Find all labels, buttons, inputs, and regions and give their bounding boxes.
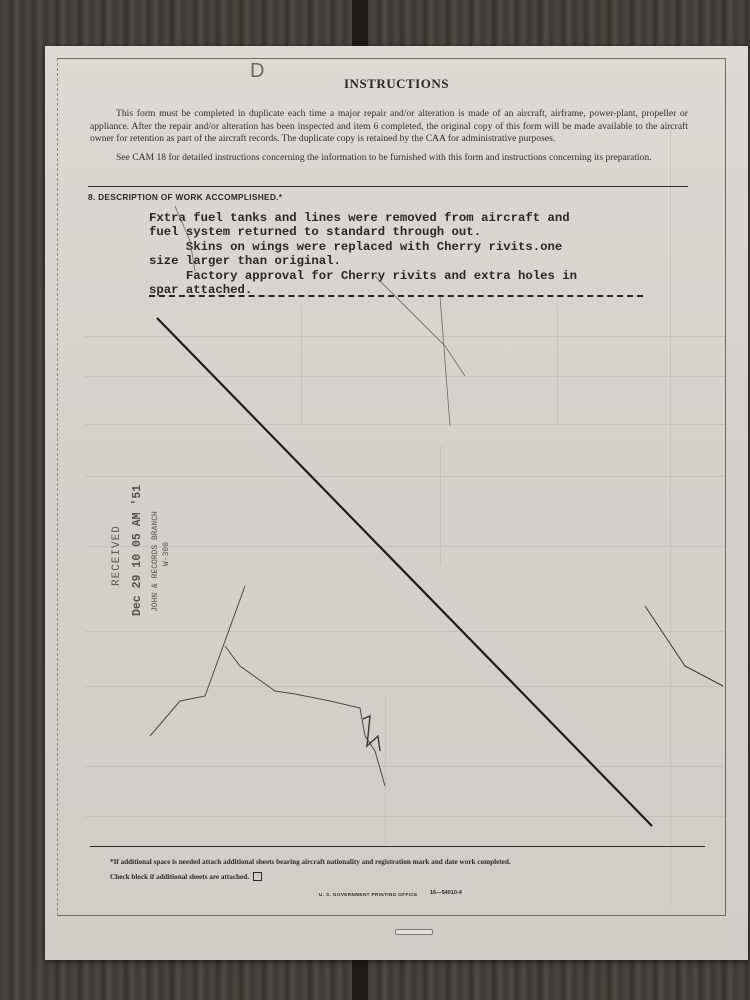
scratch-mark bbox=[645, 606, 723, 686]
stamp-date: Dec 29 10 05 AM '51 bbox=[131, 484, 144, 616]
printer-imprint: U. S. GOVERNMENT PRINTING OFFICE bbox=[319, 892, 418, 897]
typed-line: size larger than original. bbox=[149, 254, 341, 269]
handwritten-mark: D bbox=[250, 60, 265, 82]
typed-line: Factory approval for Cherry rivits and extra holes in bbox=[149, 268, 578, 283]
instructions-paragraph-2: See CAM 18 for detailed instructions concerning the information to be furnished with this form and instructions concerning its preparation. bbox=[116, 151, 652, 163]
instructions-paragraph-1: This form must be completed in duplicate each time a major repair and/or alteration is made of an aircraft, airframe, power-plant, propeller or appliance. After the repair and/or alteration has been inspected and item 6 completed, the original copy of this form will be made available to the aircraft owner for retention as part of the aircraft records. The duplicate copy is retained by the CAA for administrative purposes. bbox=[90, 108, 688, 144]
typed-line: Skins on wings were replaced with Cherry rivits.one bbox=[149, 239, 563, 254]
staple bbox=[395, 929, 433, 935]
form-number: 16—54010-4 bbox=[430, 890, 462, 896]
page-title: INSTRUCTIONS bbox=[344, 76, 449, 91]
typed-line: spar attached. bbox=[149, 283, 253, 298]
scratch-mark bbox=[175, 206, 195, 271]
strike-through-line bbox=[157, 318, 652, 826]
stamp-branch: JOHN & RECORDS BRANCH bbox=[151, 511, 160, 612]
additional-sheets-checkbox[interactable] bbox=[253, 872, 262, 881]
typed-line: fuel system returned to standard through out. bbox=[149, 225, 482, 240]
form-page bbox=[45, 46, 748, 960]
section-8-label: 8. DESCRIPTION OF WORK ACCOMPLISHED.* bbox=[88, 192, 283, 202]
received-stamp bbox=[103, 476, 213, 646]
typed-line: Fxtra fuel tanks and lines were removed from aircraft and bbox=[149, 211, 570, 225]
scratch-mark bbox=[375, 276, 465, 426]
additional-sheets-check-row bbox=[110, 872, 262, 881]
additional-sheets-footnote: *If additional space is needed attach additional sheets bearing aircraft nationality and registration mark and date work completed. bbox=[110, 858, 511, 866]
stamp-received: RECEIVED bbox=[111, 525, 123, 586]
stamp-room: W-300 bbox=[162, 541, 171, 566]
check-label: Check block if additional sheets are attached. bbox=[110, 872, 250, 881]
footer-divider bbox=[90, 846, 705, 847]
